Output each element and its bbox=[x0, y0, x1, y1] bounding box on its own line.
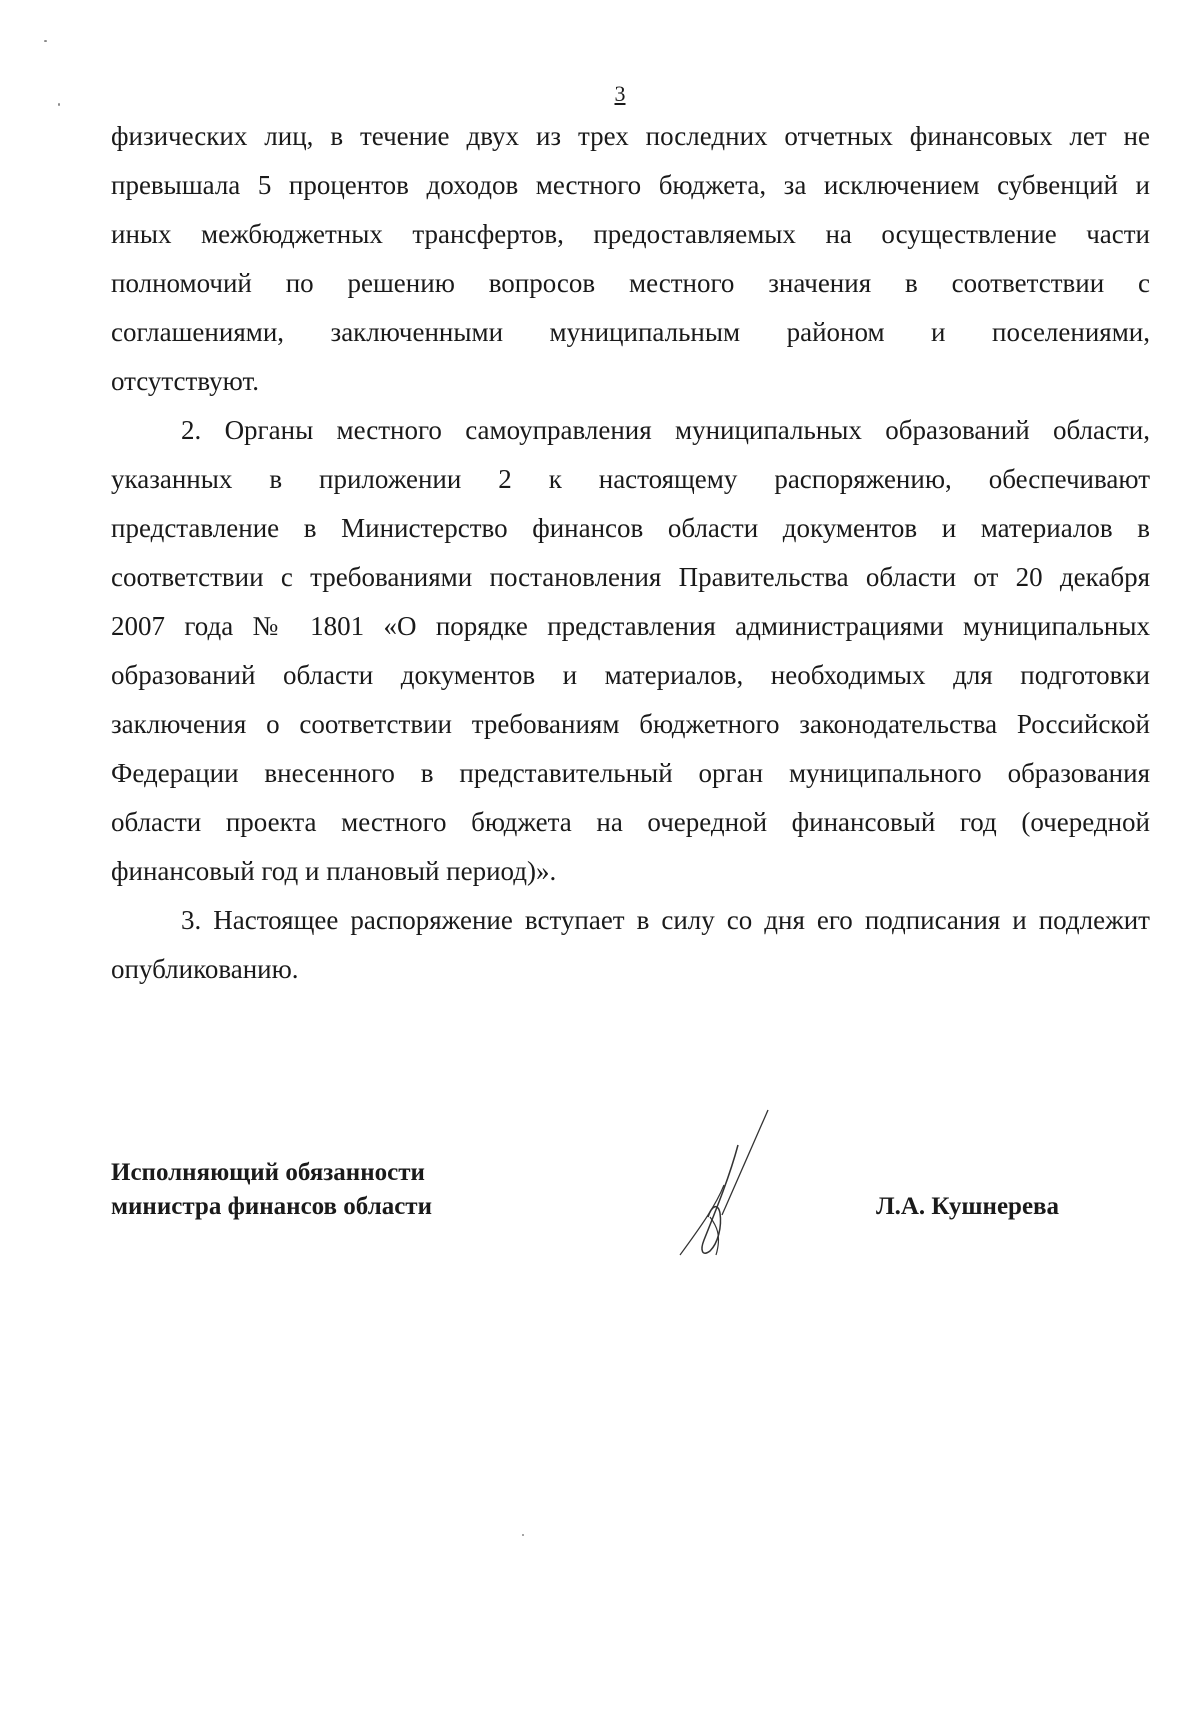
text-line: заключения о соответствии требованиям бюджетного законодательства Российской bbox=[111, 709, 1150, 739]
signatory-position bbox=[111, 1156, 432, 1224]
text-line: физических лиц, в течение двух из трех последних отчетных финансовых лет не bbox=[111, 121, 1150, 151]
text-line: полномочий по решению вопросов местного значения в соответствии с bbox=[111, 268, 1150, 298]
scan-speck bbox=[44, 40, 47, 42]
text-line: области проекта местного бюджета на очередной финансовый год (очередной bbox=[111, 807, 1150, 837]
text-line: образований области документов и материалов, необходимых для подготовки bbox=[111, 660, 1150, 690]
text-line: финансовый год и плановый период)». bbox=[111, 856, 557, 886]
text-line: отсутствуют. bbox=[111, 366, 259, 396]
page-number: 3 bbox=[614, 81, 626, 106]
text-line: Федерации внесенного в представительный орган муниципального образования bbox=[111, 758, 1150, 788]
text-line: указанных в приложении 2 к настоящему распоряжению, обеспечивают bbox=[111, 464, 1150, 494]
text-line: опубликованию. bbox=[111, 954, 299, 984]
document-body bbox=[111, 112, 1150, 994]
scan-speck bbox=[522, 1534, 524, 1536]
text-line: 2. Органы местного самоуправления муниципальных образований области, bbox=[181, 415, 1150, 445]
position-line-1: Исполняющий обязанности bbox=[111, 1159, 425, 1186]
text-line: представление в Министерство финансов области документов и материалов в bbox=[111, 513, 1150, 543]
scan-speck bbox=[58, 103, 60, 106]
text-line: 3. Настоящее распоряжение вступает в силу со дня его подписания и подлежит bbox=[181, 905, 1150, 935]
paragraph-continuation bbox=[111, 112, 1150, 406]
handwritten-signature bbox=[660, 1105, 780, 1265]
text-line: превышала 5 процентов доходов местного бюджета, за исключением субвенций и bbox=[111, 170, 1150, 200]
paragraph-2 bbox=[111, 406, 1150, 896]
text-line: иных межбюджетных трансфертов, предоставляемых на осуществление части bbox=[111, 219, 1150, 249]
signatory-name: Л.А. Кушнерева bbox=[876, 1193, 1060, 1220]
text-line: соответствии с требованиями постановления Правительства области от 20 декабря bbox=[111, 562, 1150, 592]
text-line: 2007 года № 1801 «О порядке представления администрациями муниципальных bbox=[111, 611, 1150, 641]
position-line-2: министра финансов области bbox=[111, 1193, 432, 1220]
text-line: соглашениями, заключенными муниципальным районом и поселениями, bbox=[111, 317, 1150, 347]
paragraph-3 bbox=[111, 896, 1150, 994]
